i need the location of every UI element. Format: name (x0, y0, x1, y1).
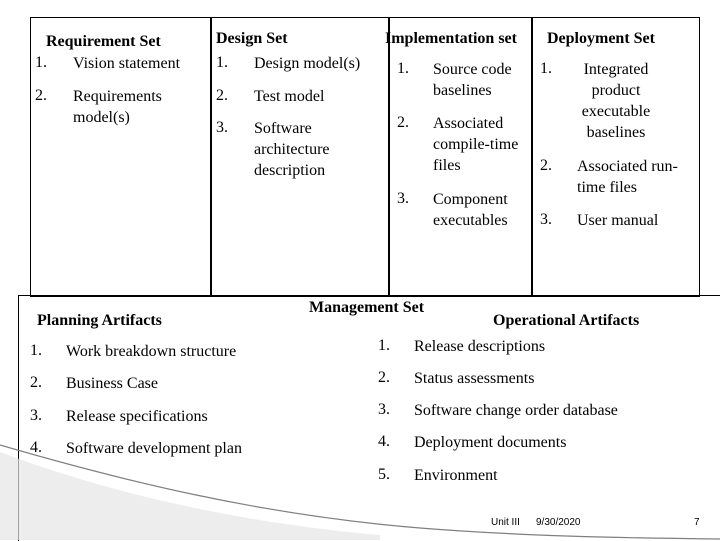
operational-item-5: Environment (414, 467, 498, 484)
management-set-title: Management Set (309, 299, 425, 316)
operational-item-2-number: 2. (378, 369, 390, 386)
operational-artifacts-title: Operational Artifacts (493, 312, 640, 329)
planning-item-1: Work breakdown structure (66, 343, 237, 360)
planning-item-4: Software development plan (66, 440, 242, 457)
implementation-set-title: Implementation set (385, 30, 517, 47)
operational-item-3: Software change order database (414, 402, 618, 419)
design-item-2-number: 2. (216, 87, 228, 104)
design-item-1-number: 1. (216, 54, 228, 71)
requirement-item-1: Vision statement (73, 55, 181, 72)
decorative-curve (0, 440, 720, 540)
deployment-item-1-number: 1. (540, 60, 552, 77)
footer-unit: Unit III (491, 517, 520, 528)
planning-artifacts-title: Planning Artifacts (37, 312, 162, 329)
operational-item-5-number: 5. (378, 466, 390, 483)
operational-item-1: Release descriptions (414, 338, 546, 355)
implementation-item-3-number: 3. (397, 190, 409, 207)
design-item-3: Software architecture description (254, 120, 330, 179)
design-item-1: Design model(s) (254, 55, 361, 72)
planning-item-2: Business Case (66, 375, 158, 392)
planning-item-4-number: 4. (30, 439, 42, 456)
deployment-item-3: User manual (577, 212, 659, 229)
implementation-item-2: Associated compile-time files (433, 115, 519, 174)
operational-item-3-number: 3. (378, 401, 390, 418)
implementation-item-1: Source code baselines (433, 61, 512, 99)
page-number: 7 (694, 517, 700, 528)
operational-item-4-number: 4. (378, 433, 390, 450)
implementation-item-3: Component executables (433, 191, 508, 229)
design-set-title: Design Set (216, 30, 288, 47)
deployment-item-3-number: 3. (540, 211, 552, 228)
operational-item-4: Deployment documents (414, 434, 567, 451)
operational-item-2: Status assessments (414, 370, 535, 387)
implementation-item-2-number: 2. (397, 114, 409, 131)
design-item-3-number: 3. (216, 119, 228, 136)
deployment-item-1: Integrated product executable baselines (581, 61, 651, 141)
operational-item-1-number: 1. (378, 337, 390, 354)
requirement-set-title: Requirement Set (46, 33, 161, 50)
requirement-item-2-number: 2. (35, 87, 47, 104)
implementation-item-1-number: 1. (397, 60, 409, 77)
requirement-item-1-number: 1. (35, 54, 47, 71)
planning-item-2-number: 2. (30, 374, 42, 391)
deployment-set-title: Deployment Set (547, 30, 655, 47)
footer-date: 9/30/2020 (536, 517, 581, 528)
design-item-2: Test model (254, 88, 325, 105)
deployment-item-2: Associated run-time files (577, 158, 678, 196)
deployment-item-2-number: 2. (540, 157, 552, 174)
planning-item-3: Release specifications (66, 408, 208, 425)
planning-item-1-number: 1. (30, 342, 42, 359)
requirement-item-2: Requirements model(s) (73, 88, 162, 126)
planning-item-3-number: 3. (30, 407, 42, 424)
